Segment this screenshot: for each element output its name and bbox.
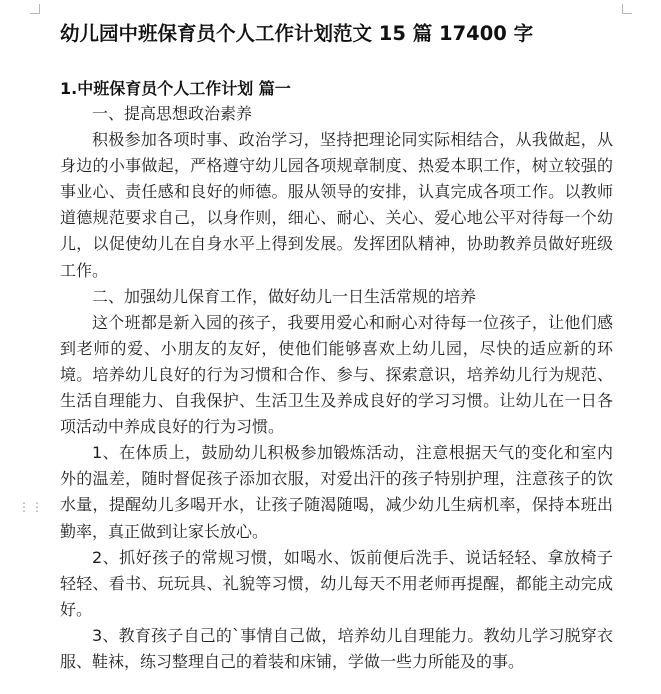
page-corner-mark-top-right (622, 4, 632, 14)
paragraph-item-1: 1、在体质上，鼓励幼儿积极参加锻炼活动，注意根据天气的变化和室内外的温差，随时督促孩子添加衣服，对爱出汗的孩子特别护理，注意孩子的饮水量，提醒幼儿多喝开水，让孩子随渴随喝，减少幼儿生病机率，保持本班出勤率，真正做到让家长放心。 (60, 443, 613, 541)
drag-handle-icon[interactable]: ⋮⋮ (18, 500, 44, 514)
document-body (60, 101, 613, 675)
page-corner-mark-top-left (30, 4, 40, 14)
paragraph-item-3: 3、教育孩子自己的`事情自己做，培养幼儿自理能力。教幼儿学习脱穿衣服、鞋袜，练习整理自己的着装和床铺，学做一些力所能及的事。 (60, 625, 613, 671)
section-heading: 1.中班保育员个人工作计划 篇一 (60, 79, 291, 98)
document-page (60, 20, 613, 671)
paragraph-subheading-1: 一、提高思想政治素养 (92, 104, 253, 123)
paragraph: 积极参加各项时事、政治学习，坚持把理论同实际相结合，从我做起，从身边的小事做起，严格遵守幼儿园各项规章制度、热爱本职工作，树立较强的事业心、责任感和良好的师德。服从领导的安排，认真完成各项工作。以教师道德规范要求自己，以身作则，细心、耐心、关心、爱心地公平对待每一个幼儿，以促使幼儿在自身水平上得到发展。发挥团队精神，协助教养员做好班级工作。 (60, 130, 613, 280)
paragraph-subheading-2: 二、加强幼儿保育工作，做好幼儿一日生活常规的培养 (92, 286, 477, 306)
document-title: 幼儿园中班保育员个人工作计划范文 15 篇 17400 字 (60, 22, 534, 45)
paragraph-item-2: 2、抓好孩子的常规习惯，如喝水、饭前便后洗手、说话轻轻、拿放椅子轻轻、看书、玩玩具、礼貌等习惯，幼儿每天不用老师再提醒，都能主动完成好。 (60, 547, 613, 619)
paragraph: 这个班都是新入园的孩子，我要用爱心和耐心对待每一位孩子，让他们感到老师的爱、小朋友的友好，使他们能够喜欢上幼儿园，尽快的适应新的环境。培养幼儿良好的行为习惯和合作、参与、探索意识，培养幼儿行为规范、生活自理能力、自我保护、生活卫生及养成良好的学习习惯。让幼儿在一日各项活动中养成良好的行为习惯。 (60, 312, 613, 437)
